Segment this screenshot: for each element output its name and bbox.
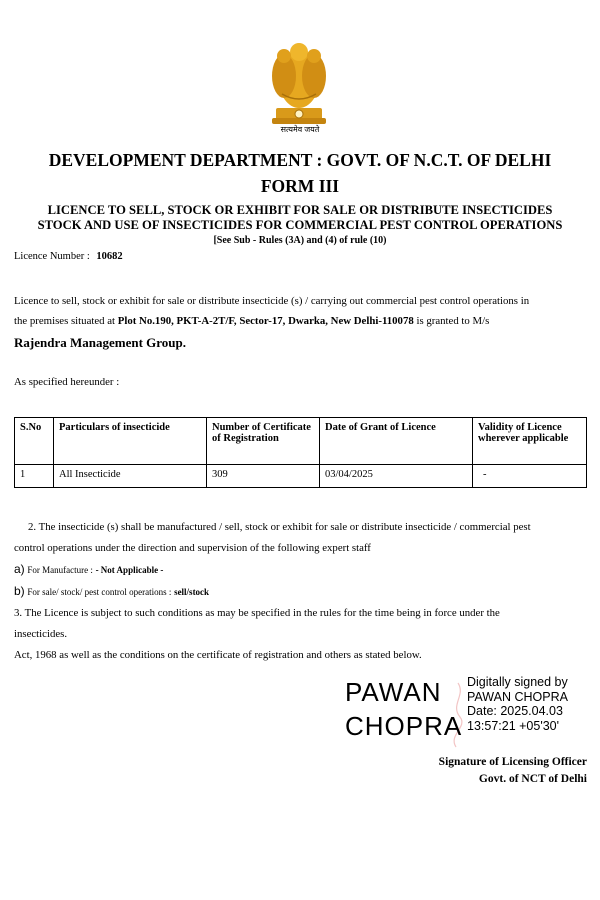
officer-title: Signature of Licensing Officer (438, 756, 587, 768)
header-validity: Validity of Licence wherever applicable (473, 418, 587, 465)
cell-grant-date: 03/04/2025 (320, 465, 473, 488)
company-name: Rajendra Management Group. (14, 335, 187, 350)
cell-sno: 1 (15, 465, 54, 488)
licence-table (14, 417, 587, 488)
manufacture-line (14, 559, 588, 581)
header-certificate-number: Number of Certificate of Registration (207, 418, 320, 465)
table-row (15, 465, 587, 488)
paragraph-line-2 (14, 315, 594, 327)
premises-prefix: the premises situated at (14, 315, 116, 327)
cell-certificate-number: 309 (207, 465, 320, 488)
licence-number: 10682 (96, 251, 123, 262)
signature-last-name: CHOPRA (345, 711, 463, 741)
signature-detail-line-4: 13:57:21 +05'30' (467, 718, 560, 733)
ashoka-emblem-icon (262, 38, 336, 138)
cell-validity: - (473, 465, 587, 488)
header-particulars: Particulars of insecticide (54, 418, 207, 465)
condition-2-line-2: control operations under the direction and supervision of the following expert staff (14, 542, 371, 554)
signature-detail-line-1: Digitally signed by (467, 675, 568, 689)
form-title: FORM III (260, 176, 340, 196)
emblem-motto: सत्यमेव जयते (280, 125, 320, 134)
conditions-section (14, 517, 588, 666)
licensing-officer-block (439, 754, 587, 788)
digital-signature (345, 675, 595, 755)
table-header-row (15, 418, 587, 465)
subtitle-line-2: STOCK AND USE OF INSECTICIDES FOR COMMERCIAL PEST CONTROL OPERATIONS (37, 218, 563, 232)
department-title: DEVELOPMENT DEPARTMENT : GOVT. OF N.C.T. OF DELHI (48, 150, 552, 170)
sale-stock-label: For sale/ stock/ pest control operations : (27, 587, 172, 597)
sale-stock-line (14, 581, 588, 603)
item-a-marker: a) (14, 562, 25, 576)
signature-details (467, 675, 568, 733)
sale-stock-value: sell/stock (174, 587, 210, 597)
licence-number-label: Licence Number : (14, 251, 90, 262)
premises-suffix: is granted to M/s (416, 315, 490, 327)
signature-first-name: PAWAN (345, 677, 442, 707)
item-b-marker: b) (14, 584, 25, 598)
header-sno: S.No (15, 418, 54, 465)
condition-3-line-2: insecticides. (14, 628, 68, 640)
manufacture-value: - Not Applicable - (95, 565, 164, 575)
licence-paragraph (14, 295, 594, 327)
signature-detail-line-3: Date: 2025.04.03 (467, 704, 563, 718)
signature-detail-line-2: PAWAN CHOPRA (467, 689, 568, 704)
condition-3-line-3: Act, 1968 as well as the conditions on the certificate of registration and others as stated below. (14, 649, 422, 661)
as-specified-label: As specified hereunder : (14, 376, 120, 388)
cell-particulars: All Insecticide (54, 465, 207, 488)
manufacture-label: For Manufacture : (27, 565, 93, 575)
subtitle-line-1: LICENCE TO SELL, STOCK OR EXHIBIT FOR SALE OR DISTRIBUTE INSECTICIDES (47, 203, 553, 217)
condition-2-line-1: 2. The insecticide (s) shall be manufactured / sell, stock or exhibit for sale or distribute insecticide / commercial pest (28, 521, 531, 533)
rules-reference: [See Sub - Rules (3A) and (4) of rule (10) (213, 235, 387, 246)
header-grant-date: Date of Grant of Licence (320, 418, 473, 465)
condition-3-line-1: 3. The Licence is subject to such conditions as may be specified in the rules for the time being in force under the (14, 607, 500, 619)
officer-org: Govt. of NCT of Delhi (478, 773, 587, 785)
premises-address: Plot No.190, PKT-A-2T/F, Sector-17, Dwarka, New Delhi-110078 (117, 315, 414, 327)
paragraph-line-1: Licence to sell, stock or exhibit for sale or distribute insecticide (s) / carrying out commercial pest control operations in (14, 295, 530, 307)
signature-name (345, 675, 462, 743)
licence-number-line (14, 251, 123, 262)
